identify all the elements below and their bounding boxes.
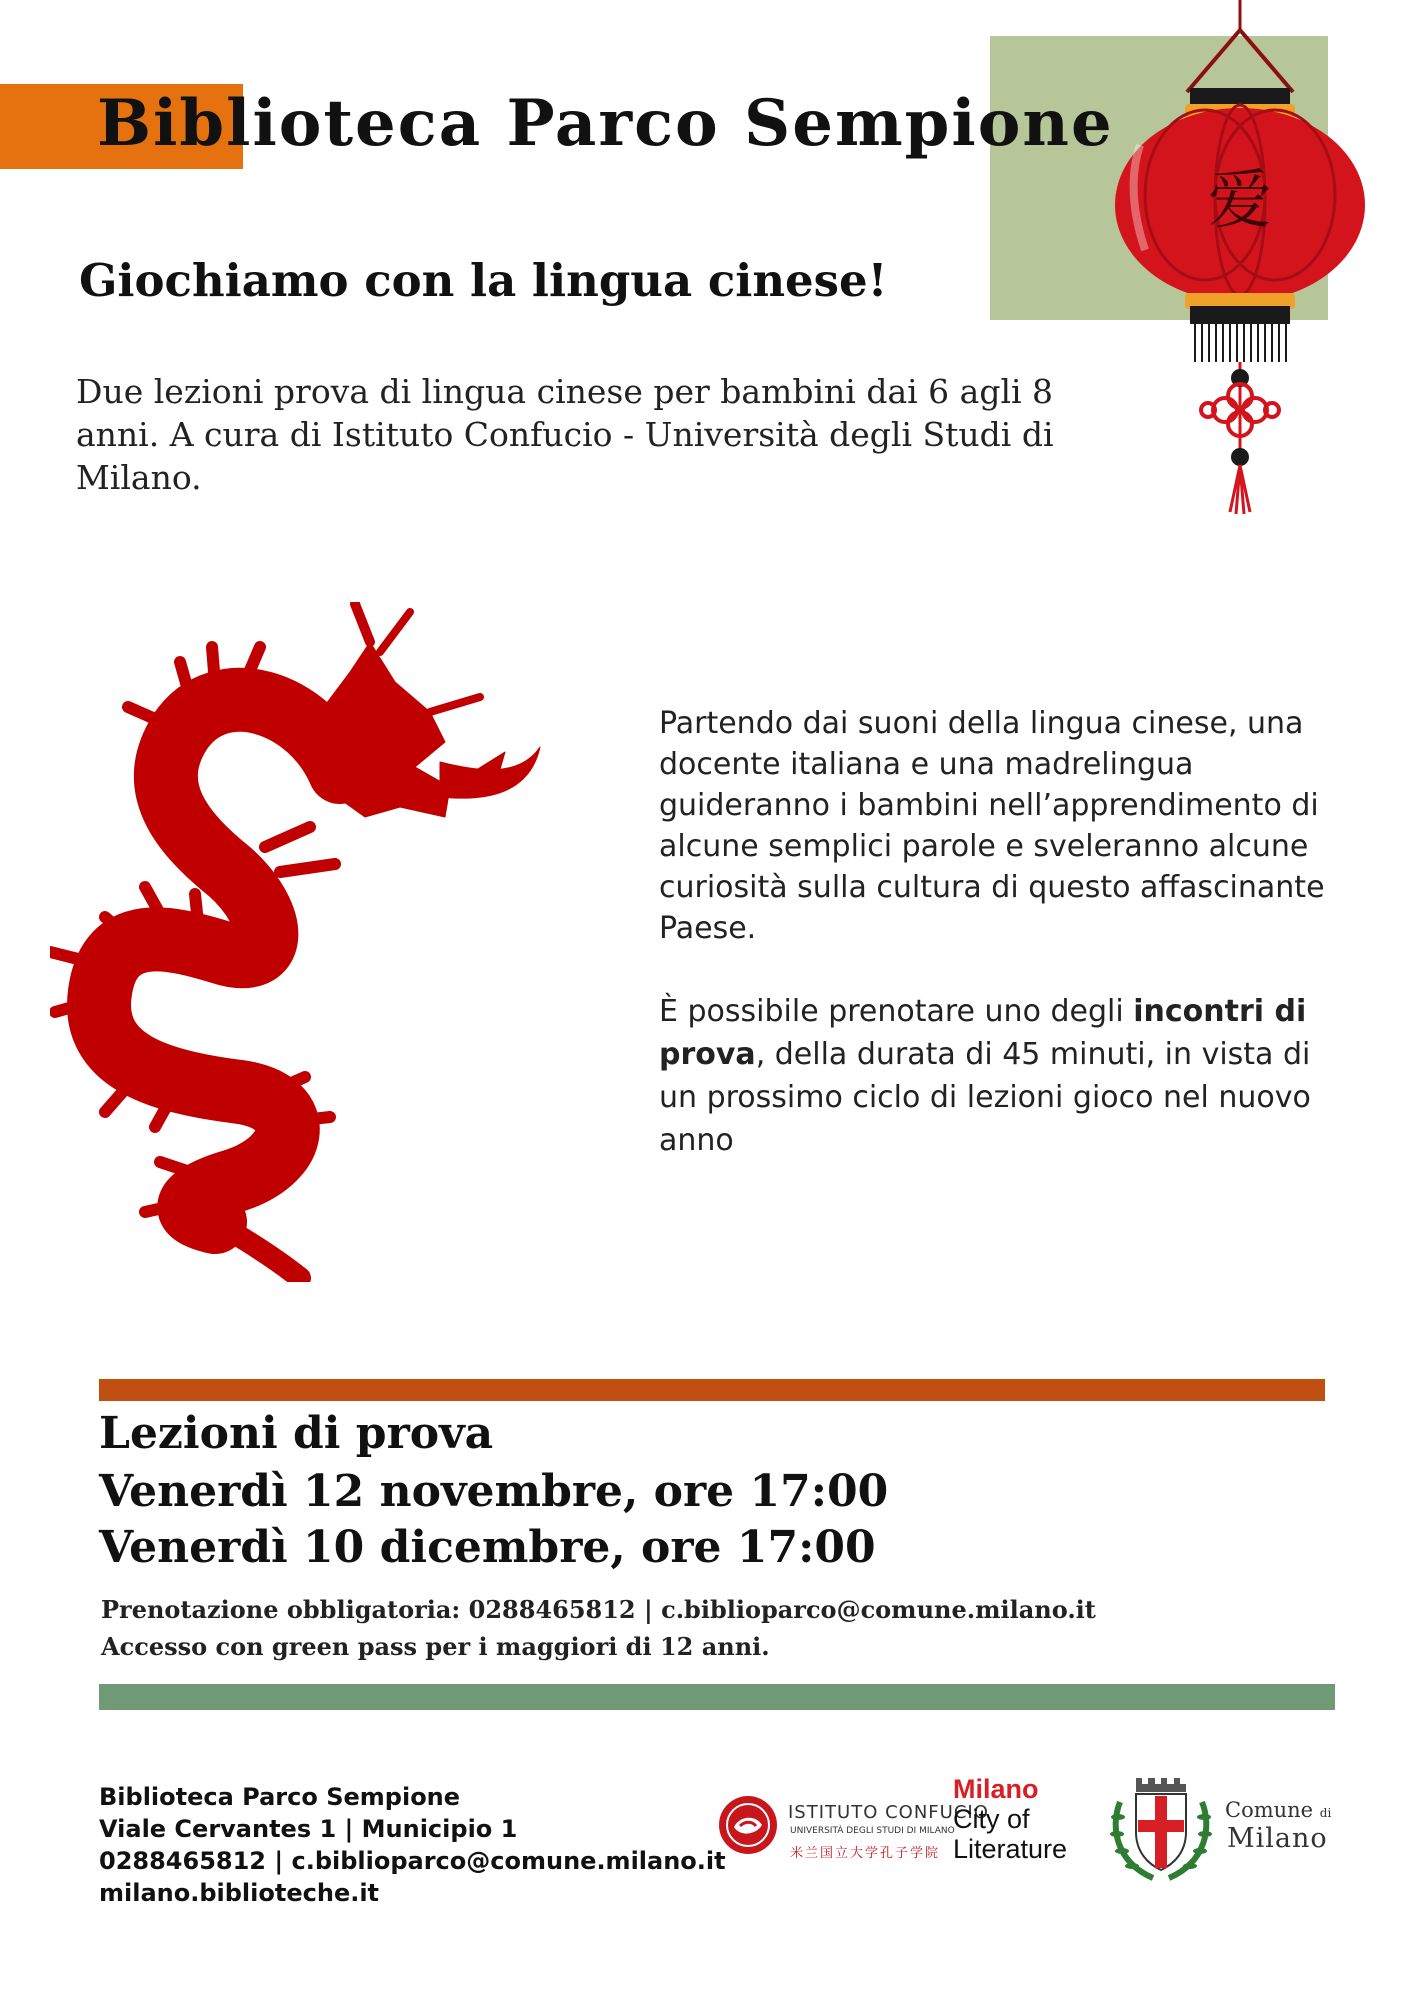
confucio-logo-icon (718, 1795, 778, 1855)
confucio-name: ISTITUTO CONFUCIO (788, 1802, 989, 1823)
booking-highlight: incontri di prova (659, 994, 1307, 1072)
comune-city: Milano (1227, 1823, 1328, 1854)
city-literature-milano: Milano (953, 1774, 1039, 1804)
footer-contacts: 0288465812 | c.biblioparco@comune.milano.it (99, 1847, 726, 1875)
city-literature-of: City of (953, 1804, 1030, 1834)
booking-text (659, 990, 1349, 1162)
footer-website: milano.biblioteche.it (99, 1879, 380, 1907)
footer-library-name: Biblioteca Parco Sempione (99, 1783, 461, 1811)
footer-address: Viale Cervantes 1 | Municipio 1 (99, 1815, 518, 1843)
lesson-date-2: Venerdì 10 dicembre, ore 17:00 (99, 1522, 876, 1573)
comune-milano-crest-icon (1108, 1772, 1214, 1884)
event-subtitle: Giochiamo con la lingua cinese! (79, 254, 888, 307)
city-literature-word: Literature (953, 1834, 1068, 1864)
reservation-note: Prenotazione obbligatoria: 0288465812 | c.biblioparco@comune.milano.it (101, 1595, 1096, 1624)
lantern-character: 爱 (1208, 164, 1272, 238)
access-note: Accesso con green pass per i maggiori di 12 anni. (101, 1632, 770, 1661)
comune-di: di (1319, 1806, 1332, 1820)
lesson-date-1: Venerdì 12 novembre, ore 17:00 (99, 1466, 889, 1517)
chinese-lantern-icon (1105, 0, 1375, 520)
green-divider (99, 1684, 1335, 1710)
confucio-chinese-name: 米兰国立大学孔子学院 (790, 1846, 941, 1861)
intro-text: Due lezioni prova di lingua cinese per bambini dai 6 agli 8 anni. A cura di Istituto Confucio - Università degli Studi di Milano. (76, 372, 1054, 497)
comune-label (1225, 1798, 1331, 1822)
confucio-university: UNIVERSITÀ DEGLI STUDI DI MILANO (790, 1826, 955, 1836)
library-title: Biblioteca Parco Sempione (97, 86, 1114, 161)
dragon-silhouette-icon (50, 602, 630, 1282)
comune-word: Comune (1225, 1798, 1314, 1822)
orange-divider (99, 1379, 1325, 1401)
lessons-title: Lezioni di prova (99, 1408, 494, 1459)
description-text: Partendo dai suoni della lingua cinese, una docente italiana e una madrelingua guideranno i bambini nell’apprendimento di alcune semplici parole e sveleranno alcune curiosità sulla cultura di questo affascinante Paese. (659, 706, 1325, 946)
booking-prefix: È possibile prenotare uno degli (659, 994, 1134, 1029)
booking-suffix: , della durata di 45 minuti, in vista di un prossimo ciclo di lezioni gioco nel nuovo anno (659, 1037, 1311, 1158)
